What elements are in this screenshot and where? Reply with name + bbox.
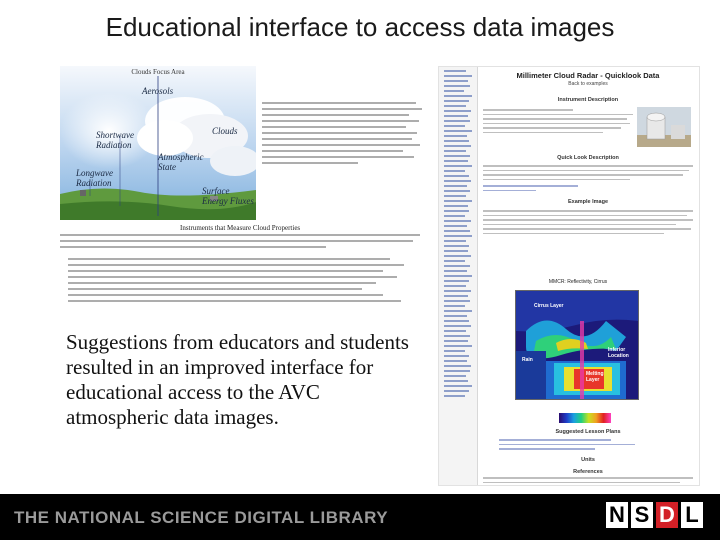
example-image-text <box>483 210 693 237</box>
radar-plot-title: MMCR: Reflectivity, Cirrus <box>548 279 608 285</box>
references-text <box>483 477 693 486</box>
logo-letter-l: L <box>681 502 703 528</box>
clouds-focus-page-screenshot <box>60 66 426 334</box>
lesson-plans-heading: Suggested Lesson Plans <box>555 429 621 435</box>
label-clouds: Clouds <box>212 126 238 136</box>
quicklook-description-text <box>483 165 693 183</box>
reflectivity-colorbar <box>559 413 611 423</box>
logo-letter-s: S <box>631 502 653 528</box>
quicklook-description-heading: Quick Look Description <box>557 155 619 161</box>
label-longwave: Longwave Radiation <box>76 168 113 188</box>
label-surface-fluxes: Surface Energy Fluxes <box>202 186 254 206</box>
references-heading: References <box>573 469 603 475</box>
logo-letter-n: N <box>606 502 628 528</box>
label-shortwave: Shortwave Radiation <box>96 130 134 150</box>
nsdl-logo <box>606 502 703 530</box>
instrument-list <box>68 258 418 306</box>
plot-label-upper: Cirrus Layer <box>534 303 564 309</box>
instrument-description-text <box>483 109 633 136</box>
radar-back-link[interactable]: Back to examples <box>568 81 608 87</box>
instruments-heading: Instruments that Measure Cloud Properties <box>180 224 301 232</box>
logo-letter-d: D <box>656 502 678 528</box>
label-aerosols: Aerosols <box>142 86 174 96</box>
radar-quicklook-page-screenshot <box>438 66 700 486</box>
quicklook-links[interactable] <box>483 185 693 194</box>
radar-page-title: Millimeter Cloud Radar - Quicklook Data <box>516 71 660 80</box>
plot-label-lower: Melting Layer <box>586 371 604 383</box>
plot-label-side: Rain <box>522 357 533 363</box>
library-name: THE NATIONAL SCIENCE DIGITAL LIBRARY <box>14 508 389 527</box>
cloud-diagram-image <box>60 66 256 220</box>
clouds-intro-text <box>262 102 422 168</box>
clouds-properties-text <box>60 234 420 252</box>
label-atmospheric-state: Atmospheric State <box>158 152 204 172</box>
radar-sidebar-nav <box>439 67 478 485</box>
cloud-image-title: Clouds Focus Area <box>131 68 185 76</box>
radar-reflectivity-plot <box>515 290 639 400</box>
slide-title: Educational interface to access data images <box>105 12 615 42</box>
radar-instrument-photo <box>637 107 691 147</box>
slide-caption: Suggestions from educators and students resulted in an improved interface for educational access to the AVC atmospheric data images. <box>66 330 409 429</box>
lesson-plan-links[interactable] <box>499 439 659 453</box>
example-image-heading: Example Image <box>567 199 609 205</box>
instrument-description-heading: Instrument Description <box>557 97 619 103</box>
nsdl-footer <box>0 494 720 540</box>
plot-label-right: Inferior Location <box>608 347 629 359</box>
units-heading: Units <box>581 457 595 463</box>
